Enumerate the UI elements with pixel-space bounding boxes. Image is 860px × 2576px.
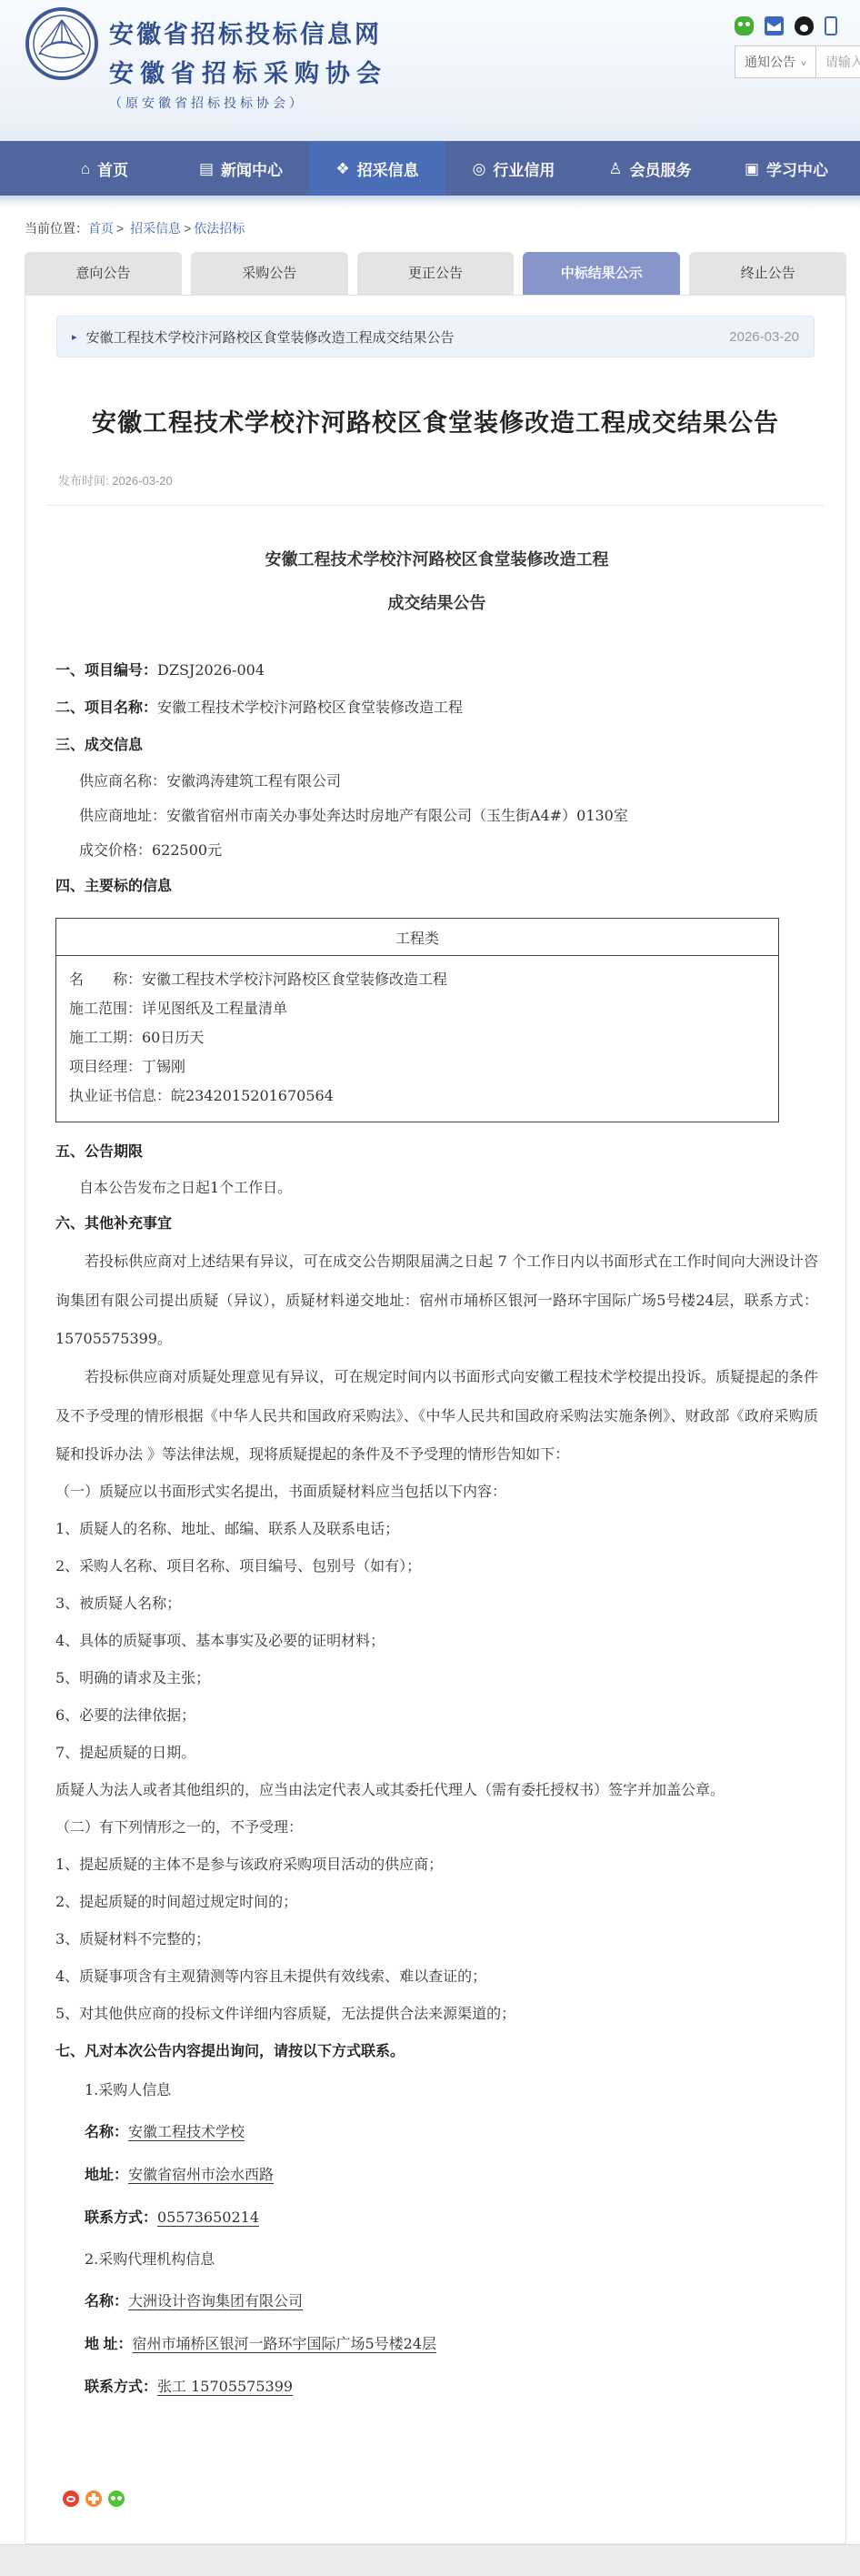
page-title: 安徽工程技术学校汴河路校区食堂装修改造工程成交结果公告 — [92, 409, 779, 437]
table-header-cell: 工程类 — [56, 919, 779, 956]
doc-line-text: 4、质疑事项含有主观猜测等内容且未提供有效线索、难以查证的； — [55, 1967, 487, 1985]
doc-line-underlined-value: 安徽工程技术学校 — [128, 2123, 245, 2140]
publish-time: 发布时间: 2026-03-20 — [58, 474, 173, 488]
nav-item[interactable] — [36, 141, 173, 196]
doc-line-text: 3、被质疑人名称； — [55, 1595, 182, 1612]
news-icon — [199, 161, 214, 176]
table-rows — [69, 965, 769, 1111]
tab[interactable] — [689, 252, 846, 295]
nav-item-label: 新闻中心 — [221, 161, 284, 179]
tab[interactable] — [25, 252, 182, 295]
doc-line-text: 3、质疑材料不完整的； — [55, 1930, 211, 1947]
doc-line-text: 2.采购代理机构信息 — [85, 2250, 215, 2268]
credit-icon — [473, 161, 486, 176]
search-input[interactable] — [816, 45, 860, 78]
document-body — [25, 506, 845, 2507]
doc-line-underlined-value: 大洲设计咨询集团有限公司 — [128, 2292, 304, 2309]
doc-line — [55, 2070, 818, 2111]
breadcrumb-separator: > — [116, 221, 125, 236]
doc-line-label: 联系方式： — [85, 2380, 158, 2395]
nav-item[interactable] — [445, 141, 582, 196]
doc-line-label: 联系方式： — [85, 2210, 158, 2226]
doc-line — [55, 1623, 818, 1660]
doc-line-label: 六、其他补充事宜 — [55, 1216, 173, 1232]
doc-line — [55, 1958, 818, 1996]
doc-line — [55, 799, 818, 833]
tab-label: 终止公告 — [740, 266, 795, 281]
main-nav — [0, 141, 860, 196]
announcement-list-item[interactable] — [56, 316, 815, 357]
doc-line-text: 供应商名称：安徽鸿涛建筑工程有限公司 — [79, 772, 342, 790]
doc-line-underlined-value: 安徽省宿州市浍水西路 — [128, 2166, 275, 2183]
nav-item-label: 行业信用 — [493, 161, 555, 179]
doc-line-text: 成交价格：622500元 — [79, 841, 223, 859]
doc-title-line2: 成交结果公告 — [387, 594, 486, 613]
doc-line-text: 4、具体的质疑事项、基本事实及必要的证明材料； — [55, 1632, 385, 1649]
doc-line-label: 三、成交信息 — [55, 738, 144, 753]
doc-line-text: 若投标供应商对上述结果有异议，可在成交公告期限届满之日起 7 个工作日内以书面形式在工作时间向大洲设计咨询集团有限公司提出质疑（异议），质疑材料递交地址：宿州市埇桥区银河一路环宇国际广场5号楼24层，联系方式：15705575399。 — [55, 1253, 818, 1347]
doc-line-text: 5、明确的请求及主张； — [55, 1669, 211, 1686]
site-titles — [109, 15, 387, 112]
chevron-down-icon: ˅ — [801, 59, 806, 69]
home-icon — [81, 161, 90, 176]
nav-item-label: 首页 — [97, 161, 129, 179]
share-weibo-icon[interactable] — [63, 2490, 79, 2507]
doc-line-text: 安徽工程技术学校汴河路校区食堂装修改造工程 — [157, 699, 464, 716]
doc-line-text: 若投标供应商对质疑处理意见有异议，可在规定时间内以书面形式向安徽工程技术学校提出投诉。质疑提起的条件及不予受理的情形根据《中华人民共和国政府采购法》、《中华人民共和国政府采购法实施条例》、财政部《政府采购质疑和投诉办法 》等法律法规，现将质疑提起的条件及不予受理的情形告知如下： — [55, 1368, 818, 1463]
doc-line — [55, 2197, 818, 2239]
doc-line-text: 5、对其他供应商的投标文件详细内容质疑，无法提供合法来源渠道的； — [55, 2005, 516, 2022]
doc-line — [55, 1511, 818, 1548]
nav-item[interactable] — [718, 141, 855, 196]
mail-icon[interactable] — [765, 16, 784, 35]
search-category-select[interactable] — [735, 45, 816, 78]
doc-line-label: 七、凡对本次公告内容提出询问，请按以下方式联系。 — [55, 2044, 405, 2059]
search-bar — [735, 45, 860, 78]
study-icon — [745, 161, 759, 176]
share-buttons — [63, 2490, 818, 2507]
doc-line-underlined-value: 宿州市埇桥区银河一路环宇国际广场5号楼24层 — [132, 2335, 436, 2352]
nav-item[interactable] — [173, 141, 309, 196]
doc-line-text: 1、质疑人的名称、地址、邮编、联系人及联系电话； — [55, 1520, 400, 1537]
doc-line — [55, 1133, 818, 1171]
doc-line — [55, 1548, 818, 1585]
tab[interactable] — [357, 252, 515, 295]
table-row: 项目经理：丁锡刚 — [69, 1058, 186, 1075]
doc-line — [55, 652, 818, 689]
doc-line — [55, 1921, 818, 1958]
doc-line-text: 1、提起质疑的主体不是参与该政府采购项目活动的供应商； — [55, 1856, 444, 1873]
announcement-tabs — [25, 252, 846, 295]
doc-line-underlined-value: 05573650214 — [157, 2209, 259, 2226]
doc-line — [55, 833, 818, 868]
doc-blocks-before-table — [55, 652, 818, 905]
table-body-cell — [56, 956, 779, 1122]
doc-line — [55, 2280, 818, 2323]
doc-line-label: 二、项目名称： — [55, 700, 158, 716]
doc-line — [55, 1772, 818, 1809]
breadcrumb-link-home[interactable]: 首页 — [88, 221, 114, 236]
doc-line-text: （二）有下列情形之一的，不予受理： — [55, 1818, 304, 1836]
list-item-title[interactable]: 安徽工程技术学校汴河路校区食堂装修改造工程成交结果公告 — [85, 329, 455, 346]
site-logo-icon — [25, 7, 98, 80]
tab[interactable] — [191, 252, 348, 295]
breadcrumb — [25, 219, 860, 237]
doc-line — [55, 1884, 818, 1921]
doc-line — [55, 1474, 818, 1511]
member-icon — [608, 161, 622, 176]
doc-line-text: 供应商地址：安徽省宿州市南关办事处奔达时房地产有限公司（玉生街A4#）0130室 — [79, 807, 628, 824]
doc-line-text: 6、必要的法律依据； — [55, 1706, 196, 1724]
tab-label: 中标结果公示 — [560, 266, 643, 281]
site-header — [0, 0, 860, 141]
doc-line-label: 名称： — [85, 2125, 129, 2140]
doc-line-text: DZSJ2026-004 — [157, 661, 265, 679]
nav-item-label: 会员服务 — [629, 161, 692, 179]
tab-label: 意向公告 — [75, 266, 131, 281]
doc-line — [55, 1171, 818, 1205]
doc-line-label: 地 址： — [85, 2337, 133, 2352]
nav-item-label: 学习中心 — [766, 161, 829, 179]
doc-line-text: 自本公告发布之日起1个工作日。 — [79, 1179, 293, 1196]
site-title-line2: 安徽省招标采购协会 — [109, 60, 387, 88]
list-arrow-icon: ▸ — [72, 331, 77, 343]
doc-line — [55, 727, 818, 764]
site-title-line1: 安徽省招标投标信息网 — [109, 21, 382, 49]
doc-blocks-after-table — [55, 1133, 818, 2409]
nav-item[interactable] — [582, 141, 718, 196]
breadcrumb-separator: > — [184, 221, 192, 236]
table-row: 施工工期：60日历天 — [69, 1029, 205, 1046]
table-row: 执业证书信息：皖2342015201670564 — [69, 1087, 334, 1104]
doc-line — [55, 2033, 818, 2070]
doc-line-text: 2、提起质疑的时间超过规定时间的； — [55, 1893, 298, 1910]
doc-line-underlined-value: 张工 15705575399 — [157, 2378, 294, 2395]
doc-line-text: 1.采购人信息 — [85, 2081, 172, 2098]
doc-line-label: 一、项目编号： — [55, 663, 158, 679]
nav-shadow — [0, 196, 860, 208]
page-footer — [0, 2544, 860, 2576]
doc-line — [55, 764, 818, 799]
doc-line — [55, 689, 818, 727]
doc-line — [55, 1809, 818, 1846]
doc-line-label: 名称： — [85, 2294, 129, 2309]
doc-line — [55, 2111, 818, 2154]
doc-line — [55, 1660, 818, 1697]
tab-label: 更正公告 — [407, 266, 463, 281]
doc-line-text: （一）质疑应以书面形式实名提出，书面质疑材料应当包括以下内容： — [55, 1483, 507, 1500]
doc-line-text: 7、提起质疑的日期。 — [55, 1744, 196, 1761]
breadcrumb-link-bid-info[interactable]: 招采信息 — [130, 221, 182, 236]
nav-item[interactable] — [309, 141, 445, 196]
doc-line — [55, 1996, 818, 2033]
bid-info-icon — [335, 161, 349, 176]
breadcrumb-prefix: 当前位置： — [25, 221, 88, 236]
doc-line-text: 质疑人为法人或者其他组织的，应当由法定代表人或其委托代理人（需有委托授权书）签字并加盖公章。 — [55, 1781, 725, 1798]
breadcrumb-current: 依法招标 — [194, 221, 245, 236]
share-qzone-icon[interactable] — [85, 2490, 102, 2507]
doc-line — [55, 1846, 818, 1884]
doc-line — [55, 1585, 818, 1623]
search-category-value: 通知公告 — [745, 55, 795, 69]
site-title-line3: （原安徽省招标投标协会） — [109, 96, 305, 111]
tab-label: 采购公告 — [242, 266, 297, 281]
table-row: 名 称：安徽工程技术学校汴河路校区食堂装修改造工程 — [69, 971, 448, 988]
doc-line — [55, 1205, 818, 1243]
doc-line — [55, 1358, 818, 1474]
doc-title-line1: 安徽工程技术学校汴河路校区食堂装修改造工程 — [265, 550, 609, 569]
doc-line — [55, 2366, 818, 2409]
doc-line — [55, 1697, 818, 1735]
mobile-icon[interactable] — [825, 16, 837, 35]
tab[interactable] — [523, 252, 680, 295]
wechat-icon[interactable] — [735, 16, 754, 35]
doc-line-label: 四、主要标的信息 — [55, 879, 173, 894]
subject-info-table — [55, 918, 779, 1122]
table-row: 施工范围：详见图纸及工程量清单 — [69, 1000, 288, 1017]
doc-line — [55, 1735, 818, 1772]
share-wechat-icon[interactable] — [108, 2490, 125, 2507]
doc-line-label: 五、公告期限 — [55, 1144, 144, 1160]
content-card — [25, 295, 846, 2544]
header-quick-links — [735, 16, 837, 35]
list-item-date: 2026-03-20 — [729, 328, 799, 345]
doc-line-label: 地址： — [85, 2168, 129, 2183]
doc-line — [55, 2239, 818, 2280]
nav-item-label: 招采信息 — [356, 161, 419, 179]
doc-line-text: 2、采购人名称、项目名称、项目编号、包别号（如有）； — [55, 1557, 422, 1575]
doc-line — [55, 868, 818, 905]
doc-line — [55, 2323, 818, 2366]
qq-icon[interactable] — [795, 16, 814, 35]
doc-line — [55, 1243, 818, 1358]
doc-line — [55, 2154, 818, 2197]
